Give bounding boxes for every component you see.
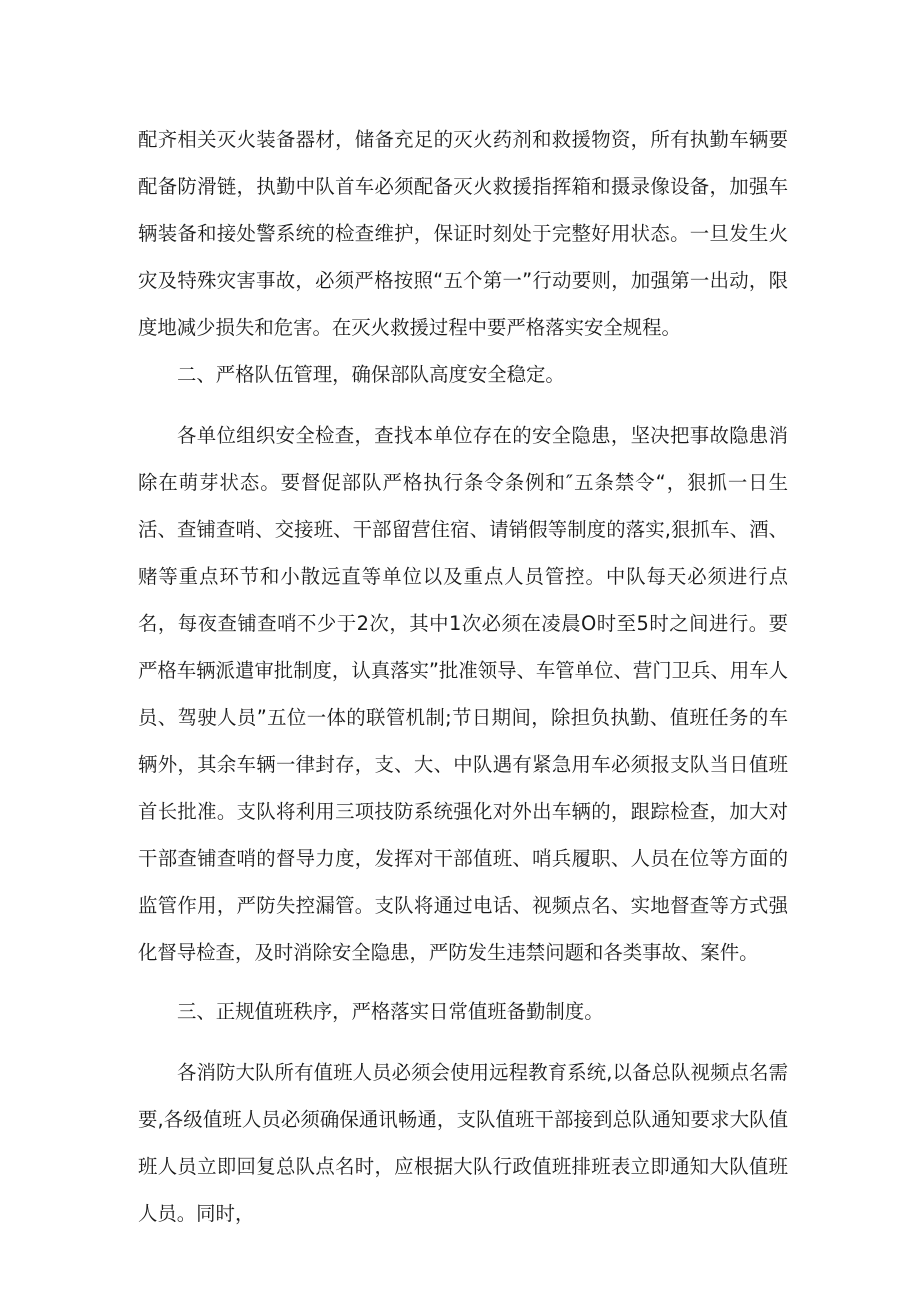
paragraph-continuation: 配齐相关灭火装备器材，储备充足的灭火药剂和救援物资，所有执勤车辆要配备防滑链，执勤中队首车必须配备灭火救援指挥箱和摄录像设备，加强车辆装备和接处警系统的检查维护，保证时刻处于完整好用状态。一旦发生火灾及特殊灾害事故，必须严格按照“五个第一”行动要则，加强第一出动，限度地减少损失和危害。在灭火救援过程中要严格落实安全规程。	[138, 128, 788, 339]
paragraph-duty-personnel: 各消防大队所有值班人员必须会使用远程教育系统,以备总队视频点名需要,各级值班人员必须确保通讯畅通，支队值班干部接到总队通知要求大队值班人员立即回复总队点名时，应根据大队行政值班排班表立即通知大队值班人员。同时，	[138, 1061, 788, 1225]
section-heading-3: 三、正规值班秩序，严格落实日常值班备勤制度。	[177, 1000, 604, 1023]
document-body	[138, 116, 788, 1237]
section-heading-2: 二、严格队伍管理，确保部队高度安全稳定。	[177, 363, 565, 386]
paragraph-unit-safety-inspection: 各单位组织安全检查，查找本单位存在的安全隐患，坚决把事故隐患消除在萌芽状态。要督促部队严格执行条令条例和″五条禁令“，狠抓一日生活、查铺查哨、交接班、干部留营住宿、请销假等制度的落实,狠抓车、酒、赌等重点环节和小散远直等单位以及重点人员管控。中队每天必须进行点名，每夜查铺查哨不少于2次，其中1次必须在凌晨O时至5时之间进行。要严格车辆派遣审批制度，认真落实”批准领导、车管单位、营门卫兵、用车人员、驾驶人员”五位一体的联管机制;节日期间，除担负执勤、值班任务的车辆外，其余车辆一律封存，支、大、中队遇有紧急用车必须报支队当日值班首长批准。支队将利用三项技防系统强化对外出车辆的，跟踪检查，加大对干部查铺查哨的督导力度，发挥对干部值班、哨兵履职、人员在位等方面的监管作用，严防失控漏管。支队将通过电话、视频点名、实地督查等方式强化督导检查，及时消除安全隐患，严防发生违禁问题和各类事故、案件。	[138, 424, 788, 964]
